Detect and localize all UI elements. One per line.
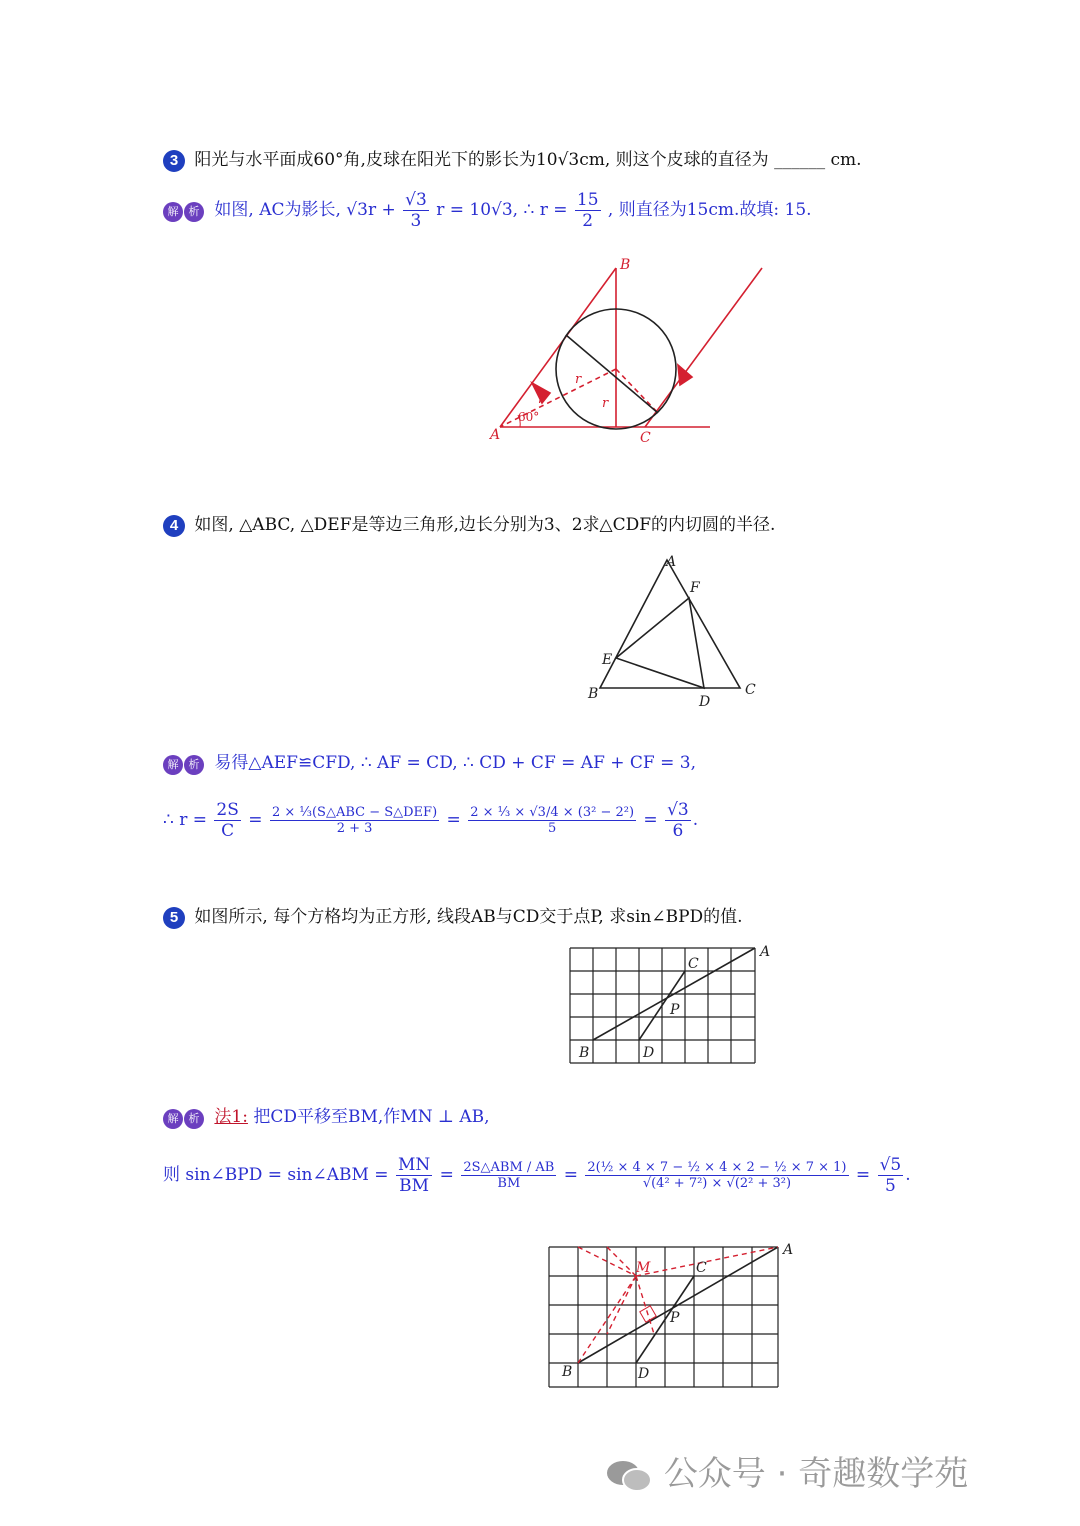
label-r: r (602, 396, 609, 411)
question-4 (163, 510, 775, 537)
label-P: P (670, 1002, 680, 1018)
fraction: $\frac{\text{2(½ × 4 × 7 − ½ × 4 × 2 − ½ × 7 × 1)}}{\text{√(4² + 7²) × √(2² + 3²)}}$ (587, 1160, 847, 1191)
fraction: $\frac{2S}{C}$ (216, 800, 239, 841)
label-P: P (670, 1310, 680, 1326)
label-B: B (588, 686, 599, 702)
solution-3 (163, 190, 812, 231)
fraction: $\frac{\text{2 × ⅓(S△ABC − S△DEF)}}{2 + 3}$ (271, 805, 438, 836)
question-number: 5 (163, 907, 185, 929)
fraction: $\frac{\text{2S△ABM / AB}}{BM}$ (463, 1160, 555, 1191)
solution-text: 如图, AC为影长, √3r + (214, 200, 396, 220)
question-number: 3 (163, 150, 185, 172)
figure-grid-2 (540, 1238, 800, 1393)
method-label: 法1: (214, 1107, 248, 1127)
solution-badge: 解 析 (163, 753, 205, 775)
solution-badge: 解 析 (163, 1107, 205, 1129)
label-A: A (783, 1242, 794, 1258)
fraction: $\frac{15}{2}$ (576, 190, 599, 231)
figure-grid-1 (560, 940, 780, 1070)
solution-text: , 则直径为15cm.故填: 15. (607, 200, 812, 220)
solution-4-line2: ∴ r = $\frac{2S}{C}$ = $\frac{\text{2 × ⅓(S△ABC − S△DEF)}}{2 + 3}$ = $\frac{\text{2 × ⅓ × √3/4 × (3² − 2²)}}{5}$ = $\frac{√3}{6}$ . (163, 800, 699, 841)
label-r: r (538, 392, 545, 407)
question-3 (163, 145, 862, 172)
watermark-text: 公众号 · 奇趣数学苑 (663, 1454, 969, 1494)
solution-4-line1 (163, 748, 696, 775)
label-D: D (643, 1045, 655, 1061)
fraction: $\frac{√3}{6}$ (667, 800, 689, 841)
question-text: 如图所示, 每个方格均为正方形, 线段AB与CD交于点P, 求sin∠BPD的值. (194, 907, 743, 927)
figure-triangles (580, 548, 770, 713)
label-B: B (579, 1045, 590, 1061)
label-B: B (620, 257, 631, 273)
solution-text: 易得△AEF≌CFD, ∴ AF = CD, ∴ CD + CF = AF + CF = 3, (214, 753, 696, 773)
solution-5-line1 (163, 1102, 490, 1129)
label-M: M (636, 1260, 651, 1276)
label-A: A (490, 427, 501, 443)
label-D: D (699, 694, 711, 710)
label-D: D (638, 1366, 650, 1382)
label-A: A (666, 554, 677, 570)
label-E: E (602, 652, 613, 668)
solution-text: 把CD平移至BM,作MN ⊥ AB, (253, 1107, 490, 1127)
fraction: $\frac{√3}{3}$ (405, 190, 427, 231)
fraction: $\frac{√5}{5}$ (879, 1155, 902, 1196)
solution-badge: 解 析 (163, 200, 205, 222)
label-A: A (760, 944, 771, 960)
solution-text: r = 10√3, ∴ r = (436, 200, 568, 220)
label-r: r (575, 372, 582, 387)
question-text: 阳光与水平面成60°角,皮球在阳光下的影长为10√3cm, 则这个皮球的直径为 ______ cm. (194, 150, 862, 170)
label-B: B (562, 1364, 573, 1380)
label-angle: 60° (518, 410, 540, 424)
question-number: 4 (163, 515, 185, 537)
fraction: $\frac{MN}{BM}$ (397, 1155, 431, 1196)
watermark (605, 1446, 968, 1495)
label-C: C (640, 430, 651, 446)
wechat-icon (605, 1459, 653, 1493)
label-F: F (690, 580, 700, 596)
label-C: C (688, 956, 699, 972)
question-5 (163, 902, 743, 929)
figure-sunlight-ball (470, 255, 780, 455)
label-C: C (745, 682, 756, 698)
fraction: $\frac{\text{2 × ⅓ × √3/4 × (3² − 2²)}}{5}$ (470, 805, 635, 836)
label-C: C (696, 1260, 707, 1276)
question-text: 如图, △ABC, △DEF是等边三角形,边长分别为3、2求△CDF的内切圆的半径. (194, 515, 776, 535)
solution-5-line2: 则 sin∠BPD = sin∠ABM = $\frac{MN}{BM}$ = $\frac{\text{2S△ABM / AB}}{BM}$ = $\frac{\text{2(½ × 4 × 7 − ½ × 4 × 2 − ½ × 7 × 1)}}{\text{√(4² + 7²) × √(2² + 3²)}}$ = $\frac{√5}{5}$ . (163, 1155, 911, 1196)
